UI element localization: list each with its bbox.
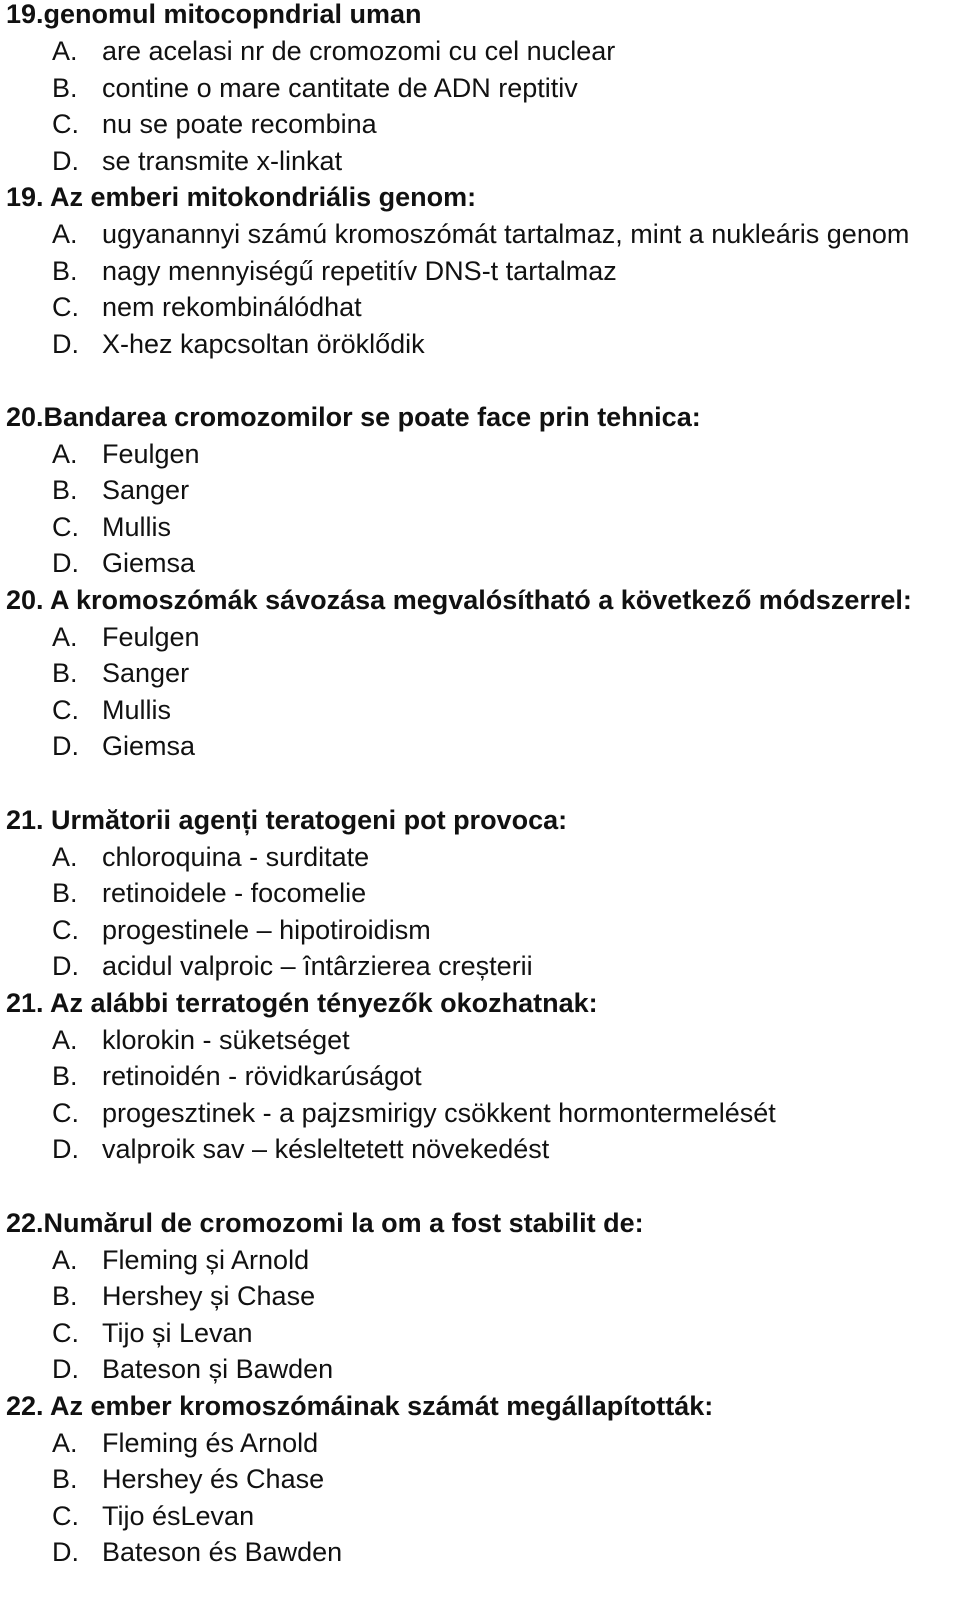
option-letter: D. (52, 1134, 79, 1164)
answer-option (52, 1132, 549, 1166)
option-text: chloroquina - surditate (102, 842, 370, 872)
answer-option (52, 217, 909, 251)
option-letter: B. (52, 1464, 78, 1494)
answer-option (52, 1279, 315, 1313)
option-text: Giemsa (102, 548, 196, 578)
option-letter: A. (52, 36, 78, 66)
option-letter: D. (52, 146, 79, 176)
option-text: are acelasi nr de cromozomi cu cel nuclear (102, 36, 616, 66)
option-letter: C. (52, 512, 79, 542)
option-text: nagy mennyiségű repetitív DNS-t tartalmaz (102, 256, 617, 286)
answer-option (52, 34, 615, 68)
answer-option (52, 840, 369, 874)
answer-option (52, 620, 200, 654)
answer-option (52, 290, 362, 324)
answer-option (52, 1462, 324, 1496)
option-text: Hershey și Chase (102, 1281, 316, 1311)
answer-option (52, 1426, 318, 1460)
question-title: 19. Az emberi mitokondriális genom: (6, 182, 477, 212)
option-text: Feulgen (102, 439, 200, 469)
option-letter: A. (52, 219, 78, 249)
answer-option (52, 473, 189, 507)
option-text: Fleming és Arnold (102, 1428, 319, 1458)
option-letter: C. (52, 109, 79, 139)
option-text: Fleming și Arnold (102, 1245, 310, 1275)
question-title: 19.genomul mitocopndrial uman (6, 0, 422, 29)
answer-option (52, 327, 425, 361)
option-letter: D. (52, 1354, 79, 1384)
question-title: 21. Următorii agenți teratogeni pot provoca: (6, 805, 568, 835)
option-letter: A. (52, 1428, 78, 1458)
option-letter: D. (52, 329, 79, 359)
question-title: 20.Bandarea cromozomilor se poate face prin tehnica: (6, 402, 701, 432)
answer-option (52, 510, 171, 544)
answer-option (52, 1059, 422, 1093)
option-letter: B. (52, 256, 78, 286)
option-text: retinoidele - focomelie (102, 878, 367, 908)
option-letter: B. (52, 1281, 78, 1311)
option-text: Mullis (102, 695, 172, 725)
option-text: retinoidén - rövidkarúságot (102, 1061, 422, 1091)
answer-option (52, 254, 617, 288)
option-text: Feulgen (102, 622, 200, 652)
option-letter: B. (52, 878, 78, 908)
option-text: progestinele – hipotiroidism (102, 915, 431, 945)
option-text: acidul valproic – întârzierea creșterii (102, 951, 533, 981)
option-letter: C. (52, 915, 79, 945)
answer-option (52, 1352, 333, 1386)
option-letter: B. (52, 1061, 78, 1091)
answer-option (52, 913, 431, 947)
option-letter: A. (52, 439, 78, 469)
option-letter: B. (52, 73, 78, 103)
option-letter: C. (52, 1098, 79, 1128)
option-letter: A. (52, 622, 78, 652)
answer-option (52, 107, 377, 141)
answer-option (52, 144, 342, 178)
option-text: progesztinek - a pajzsmirigy csökkent hormontermelését (102, 1098, 776, 1128)
answer-option (52, 656, 189, 690)
option-letter: B. (52, 658, 78, 688)
answer-option (52, 1316, 253, 1350)
answer-option (52, 1499, 254, 1533)
option-text: Sanger (102, 475, 190, 505)
option-letter: D. (52, 731, 79, 761)
option-letter: C. (52, 695, 79, 725)
option-letter: A. (52, 842, 78, 872)
option-text: klorokin - süketséget (102, 1025, 350, 1055)
option-text: contine o mare cantitate de ADN reptitiv (102, 73, 578, 103)
answer-option (52, 1023, 350, 1057)
option-text: Bateson și Bawden (102, 1354, 334, 1384)
option-letter: C. (52, 292, 79, 322)
option-text: Bateson és Bawden (102, 1537, 343, 1567)
option-text: ugyanannyi számú kromoszómát tartalmaz, mint a nukleáris genom (102, 219, 910, 249)
option-text: valproik sav – késleltetett növekedést (102, 1134, 550, 1164)
question-title: 20. A kromoszómák sávozása megvalósítható a következő módszerrel: (6, 585, 912, 615)
option-letter: B. (52, 475, 78, 505)
answer-option (52, 1243, 309, 1277)
option-letter: D. (52, 1537, 79, 1567)
answer-option (52, 693, 171, 727)
answer-option (52, 546, 195, 580)
option-text: Mullis (102, 512, 172, 542)
option-text: Tijo ésLevan (102, 1501, 255, 1531)
option-letter: A. (52, 1245, 78, 1275)
answer-option (52, 437, 200, 471)
option-text: nem rekombinálódhat (102, 292, 362, 322)
option-text: nu se poate recombina (102, 109, 377, 139)
answer-option (52, 1096, 776, 1130)
option-letter: C. (52, 1501, 79, 1531)
option-text: Hershey és Chase (102, 1464, 325, 1494)
answer-option (52, 729, 195, 763)
question-title: 22. Az ember kromoszómáinak számát megállapították: (6, 1391, 714, 1421)
option-text: Sanger (102, 658, 190, 688)
option-letter: C. (52, 1318, 79, 1348)
answer-option (52, 876, 366, 910)
option-text: Tijo și Levan (102, 1318, 253, 1348)
option-text: X-hez kapcsoltan öröklődik (102, 329, 425, 359)
option-text: se transmite x-linkat (102, 146, 343, 176)
option-text: Giemsa (102, 731, 196, 761)
option-letter: D. (52, 951, 79, 981)
answer-option (52, 71, 578, 105)
answer-option (52, 949, 533, 983)
option-letter: D. (52, 548, 79, 578)
answer-option (52, 1535, 342, 1569)
question-title: 22.Numărul de cromozomi la om a fost stabilit de: (6, 1208, 644, 1238)
question-title: 21. Az alábbi terratogén tényezők okozhatnak: (6, 988, 598, 1018)
option-letter: A. (52, 1025, 78, 1055)
